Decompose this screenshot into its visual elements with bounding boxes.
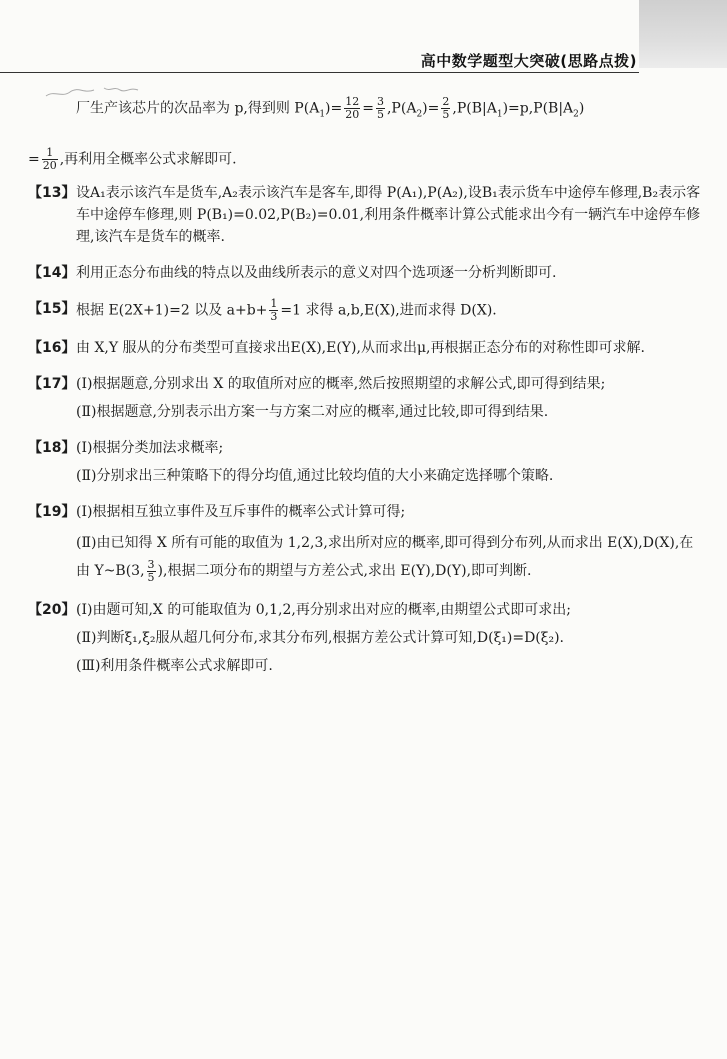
fraction: $\frac{3}{5}$ xyxy=(147,557,155,584)
fraction: $\frac{1}{3}$ xyxy=(270,297,278,324)
page-header xyxy=(0,44,727,74)
fraction: $\frac{12}{20}$ xyxy=(345,95,360,121)
continued-paragraph xyxy=(28,96,705,172)
document-body xyxy=(28,96,705,691)
list-item: 【19】 (Ⅰ)根据相互独立事件及互斥事件的概率公式计算可得; (Ⅱ)由已知得 X 所有可能的取值为 1,2,3,求出所对应的概率,即可得到分布列,从而求出 E(X),D(X),在由 Y~B(3, $\frac{3}{5}$ ),根据二项分布的期望与方差公式,求出 E(Y),D(Y),即可判断. xyxy=(28,504,694,584)
header-rule xyxy=(0,72,639,73)
fraction: $\frac{2}{5}$ xyxy=(442,95,450,121)
fraction: $\frac{3}{5}$ xyxy=(376,95,384,121)
list-item: 【13】 设A₁表示该汽车是货车,A₂表示该汽车是客车,即得 P(A₁),P(A₂),设B₁表示货车中途停车修理,B₂表示客车中途停车修理,则 P(B₁)=0.02,P(B₂)=0.01,利用条件概率计算公式能求出今有一辆汽车中途停车修理,该汽车是货车的概率. xyxy=(28,185,701,246)
list-item: 【20】 (Ⅰ)由题可知,X 的可能取值为 0,1,2,再分别求出对应的概率,由期望公式即可求出; (Ⅱ)判断ξ₁,ξ₂服从超几何分布,求其分布列,根据方差公式计算可知,D(ξ₁)=D(ξ₂). (Ⅲ)利用条件概率公式求解即可. xyxy=(28,602,572,675)
list-item: 【18】 (Ⅰ)根据分类加法求概率; (Ⅱ)分别求出三种策略下的得分均值,通过比较均值的大小来确定选择哪个策略. xyxy=(28,440,554,485)
list-item: 【15】 根据 E(2X+1)=2 以及 a+b+ $\frac{1}{3}$ =1 求得 a,b,E(X),进而求得 D(X). xyxy=(28,297,497,324)
continued-line-2: = $\frac{1}{20}$ ,再利用全概率公式求解即可. xyxy=(28,146,237,173)
list-item: 【14】 利用正态分布曲线的特点以及曲线所表示的意义对四个选项逐一分析判断即可. xyxy=(28,265,557,282)
list-item: 【17】 (Ⅰ)根据题意,分别求出 X 的取值所对应的概率,然后按照期望的求解公式,即可得到结果; (Ⅱ)根据题意,分别表示出方案一与方案二对应的概率,通过比较,即可得到结果. xyxy=(28,376,606,421)
fraction: $\frac{1}{20}$ xyxy=(42,146,57,173)
page-header-title: 高中数学题型大突破(思路点拨) xyxy=(420,52,637,70)
list-item: 【16】 由 X,Y 服从的分布类型可直接求出E(X),E(Y),从而求出μ,再根据正态分布的对称性即可求解. xyxy=(28,340,645,357)
continued-line-1: 厂生产该芯片的次品率为 p,得到则 $P(A_1)=$ $\frac{12}{20}$ = $\frac{3}{5}$ $,P(A_2)=$ $\frac{2}{5}$ $,P(B|A_1)=p,P(B|A_2)$ xyxy=(76,95,585,121)
